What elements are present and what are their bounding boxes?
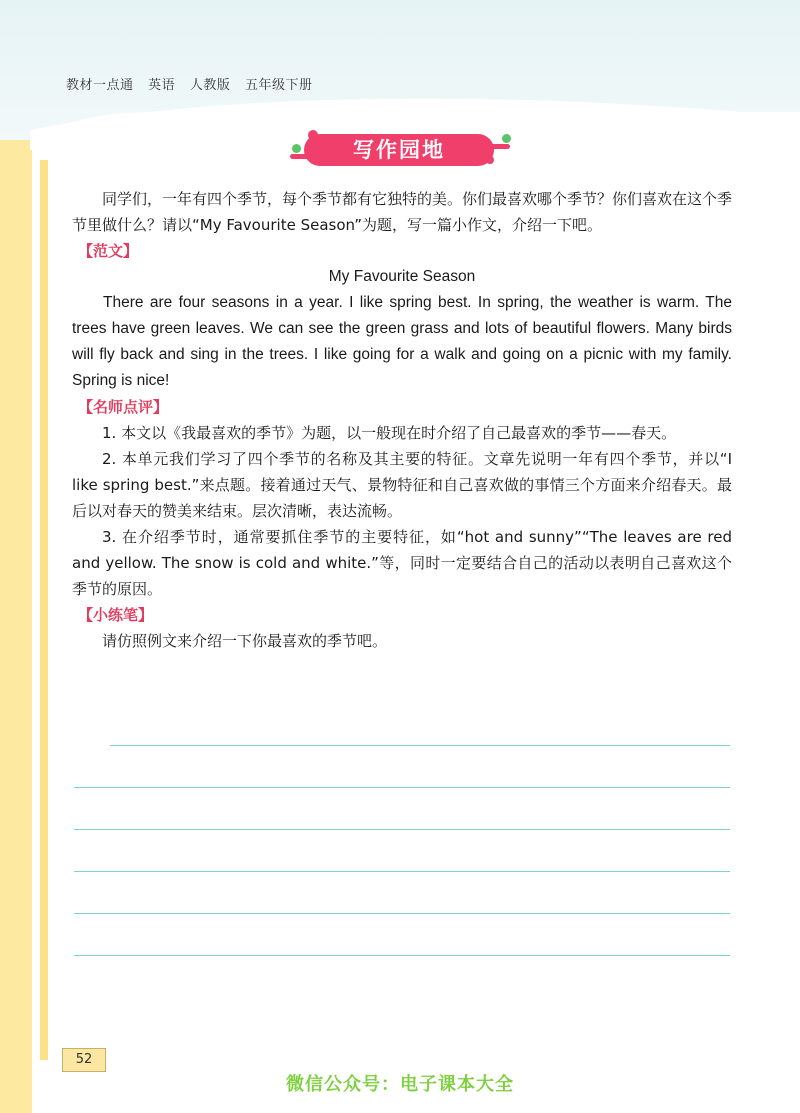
writing-line[interactable] <box>74 871 730 872</box>
page-number: 52 <box>62 1048 106 1072</box>
writing-line[interactable] <box>74 787 730 788</box>
sample-body: There are four seasons in a year. I like spring best. In spring, the weather is warm. The trees have green leaves. We can see the green grass and lots of beautiful flowers. Many birds will fly back and sing in the trees. I like going for a walk and going on a picnic with my family. Spring is nice! <box>72 294 732 389</box>
watermark-text: 微信公众号：电子课本大全 <box>286 1074 514 1095</box>
comment-label: 【名师点评】 <box>78 398 169 416</box>
banner-dot-pink-right <box>486 156 494 164</box>
practice-prompt: 请仿照例文来介绍一下你最喜欢的季节吧。 <box>102 632 388 650</box>
banner-dot-green-right <box>502 134 511 143</box>
writing-line[interactable] <box>110 745 730 746</box>
banner-title: 写作园地 <box>353 138 445 162</box>
banner-dot-green <box>292 144 301 153</box>
sample-label: 【范文】 <box>78 242 139 260</box>
page-content <box>72 186 732 654</box>
comment-point-1: 1. 本文以《我最喜欢的季节》为题，以一般现在时介绍了自己最喜欢的季节——春天。 <box>102 424 677 442</box>
writing-line[interactable] <box>74 955 730 956</box>
header-grade: 五年级下册 <box>244 78 313 93</box>
banner-dash-right <box>486 144 510 149</box>
header-subject: 英语 <box>148 78 176 93</box>
page-edge-stripe <box>40 160 48 1060</box>
header-book: 教材一点通 <box>66 78 134 93</box>
intro-paragraph: 同学们，一年有四个季节，每个季节都有它独特的美。你们最喜欢哪个季节？你们喜欢在这个季节里做什么？请以“My Favourite Season”为题，写一篇小作文，介绍一下吧。 <box>72 190 733 234</box>
sample-title: My Favourite Season <box>328 268 476 285</box>
book-header <box>66 74 322 93</box>
section-banner <box>290 130 520 172</box>
practice-label: 【小练笔】 <box>78 606 154 624</box>
comment-point-2: 2. 本单元我们学习了四个季节的名称及其主要的特征。文章先说明一年有四个季节，并以“I like spring best.”来点题。接着通过天气、景物特征和自己喜欢做的事情三个方面来介绍春天。最后以对春天的赞美来结束。层次清晰，表达流畅。 <box>72 450 732 520</box>
header-edition: 人教版 <box>189 78 231 93</box>
writing-line[interactable] <box>74 829 730 830</box>
writing-line[interactable] <box>74 913 730 914</box>
comment-point-3: 3. 在介绍季节时，通常要抓住季节的主要特征，如“hot and sunny”“The leaves are red and yellow. The snow is cold and white.”等，同时一定要结合自己的活动以表明自己喜欢这个季节的原因。 <box>72 528 732 598</box>
